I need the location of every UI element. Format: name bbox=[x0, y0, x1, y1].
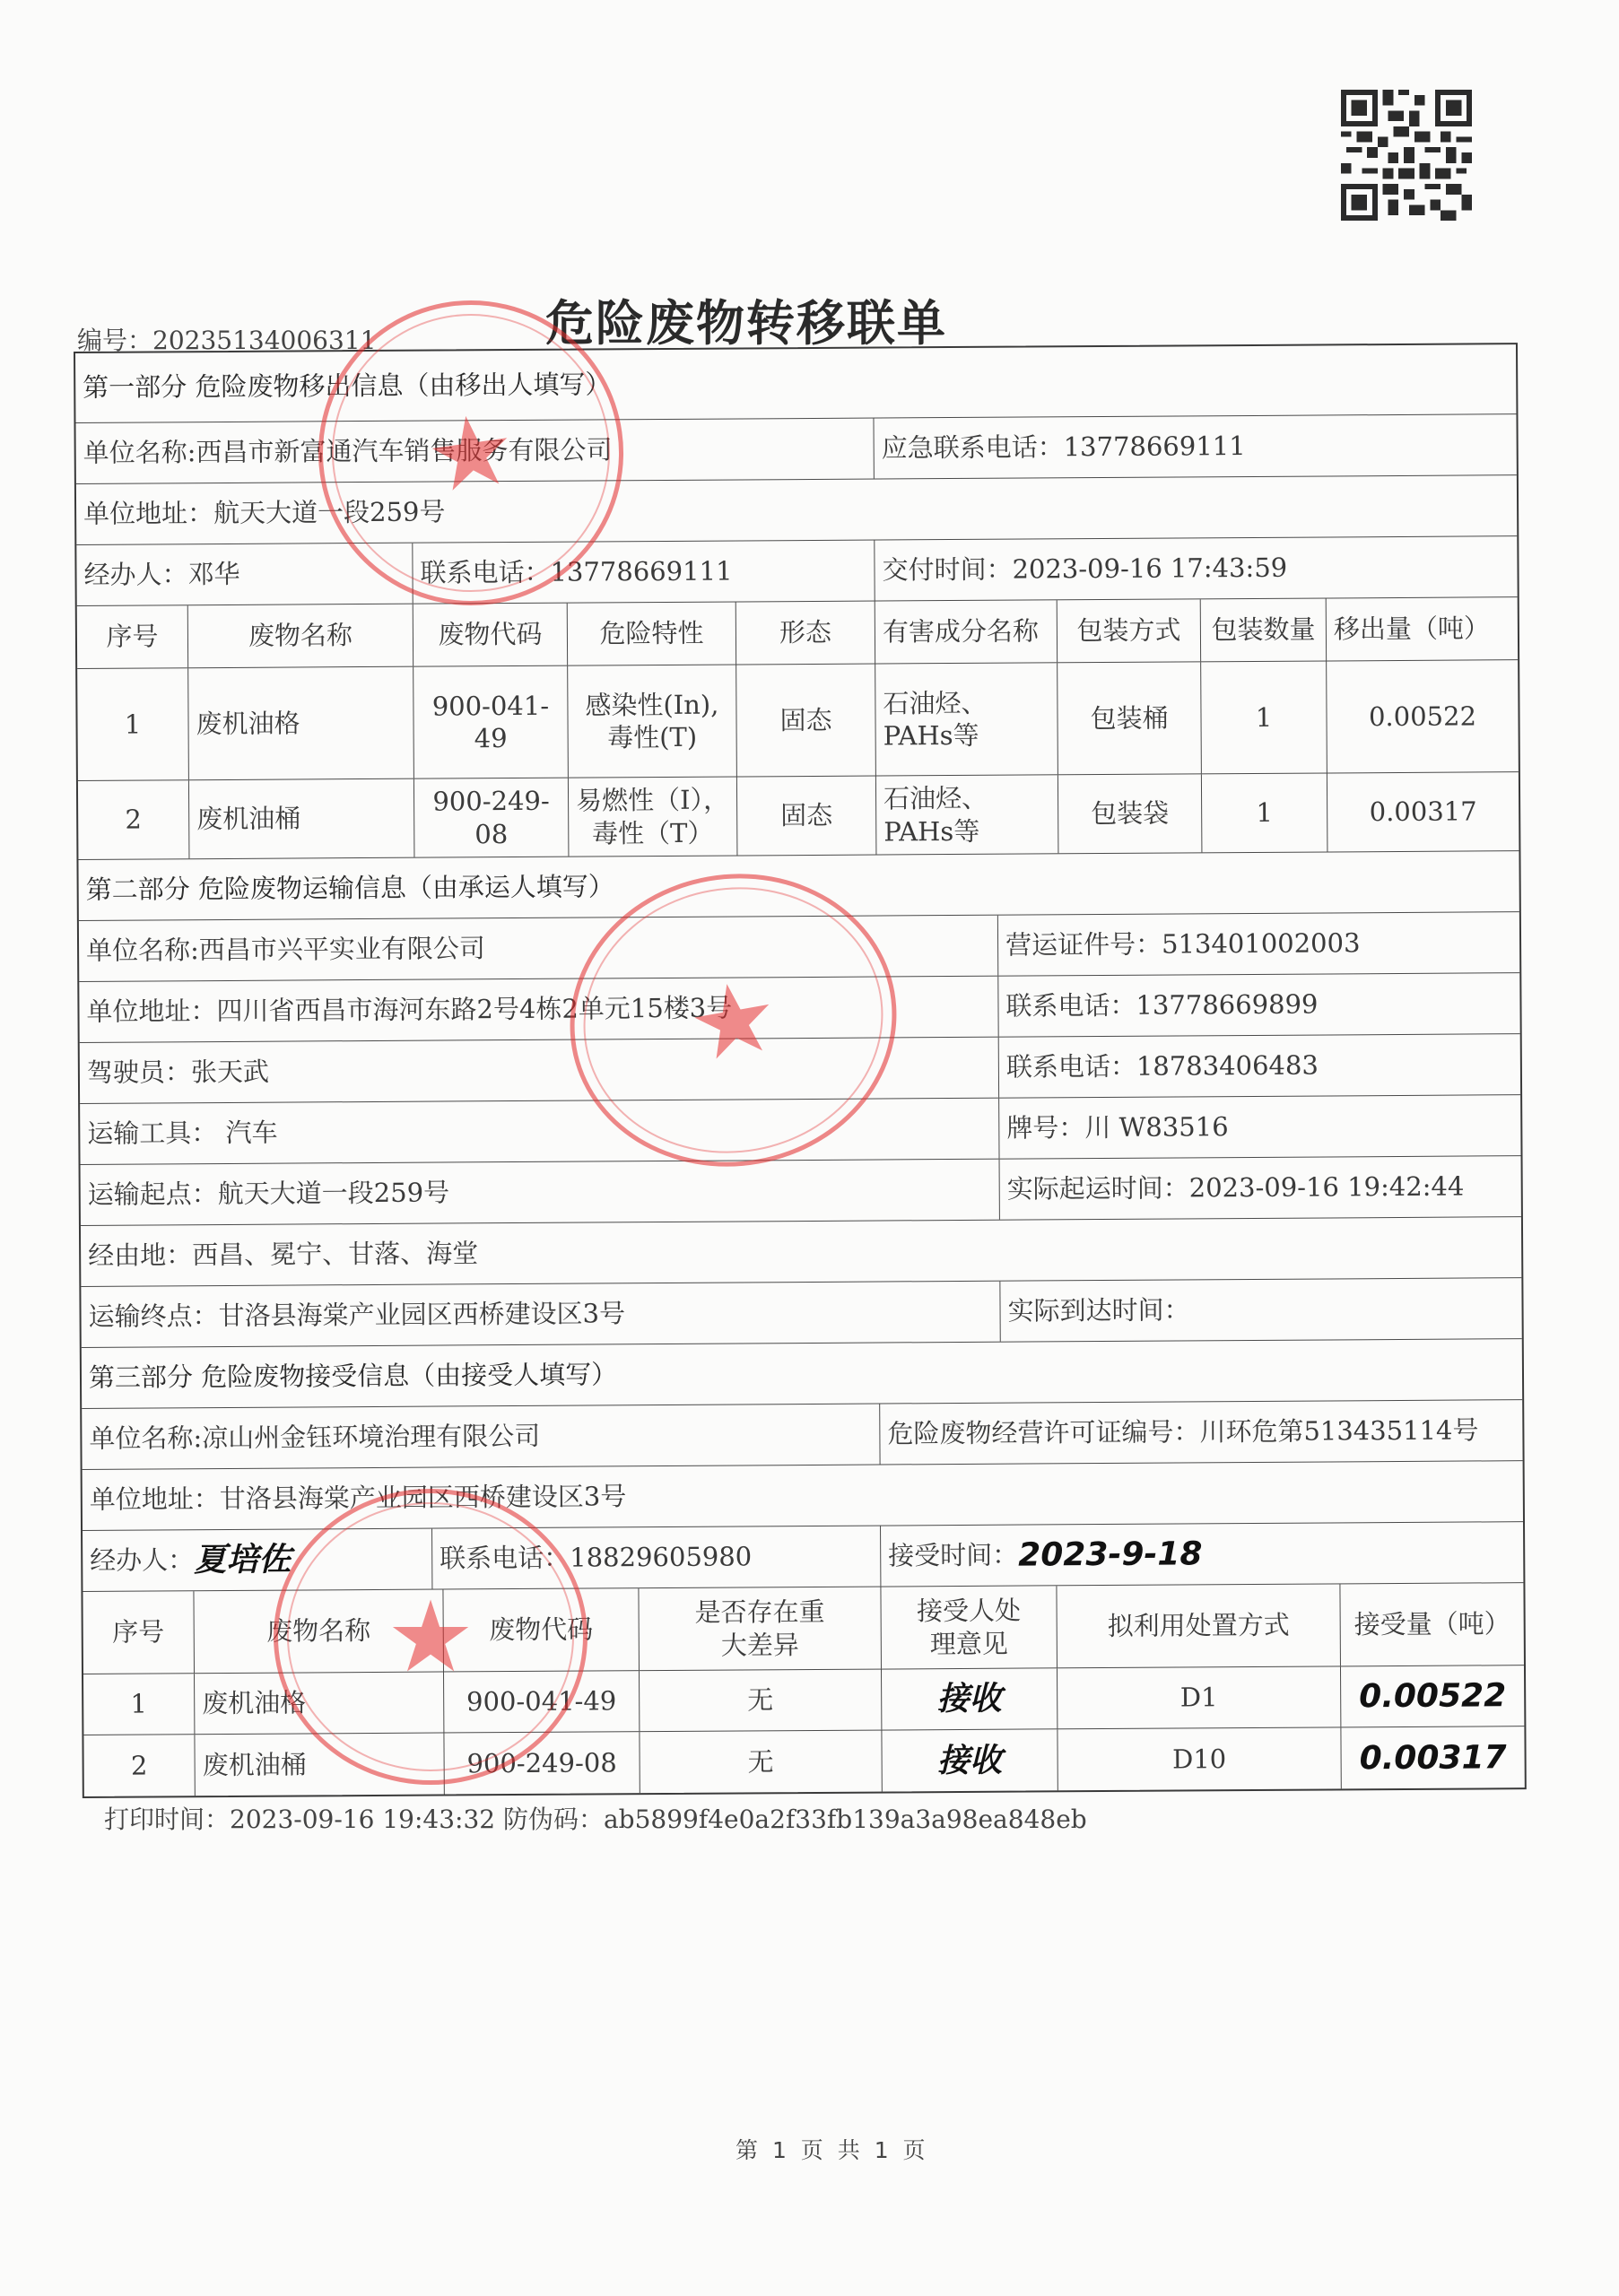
part2-driver-phone: 联系电话：18783406483 bbox=[1005, 1049, 1319, 1083]
receive-time-label: 接受时间： bbox=[888, 1539, 1019, 1571]
part1-row-unit bbox=[75, 414, 1516, 484]
part3-unit-name: 单位名称:凉山州金钰环境治理有限公司 bbox=[82, 1405, 880, 1469]
cell-index: 2 bbox=[83, 1735, 195, 1796]
part2-departure-time: 实际起运时间：2023-09-16 19:42:44 bbox=[1006, 1170, 1465, 1205]
part2-driver: 驾驶员：张天武 bbox=[80, 1038, 999, 1103]
part2-header: 第二部分 危险废物运输信息（由承运人填写） bbox=[85, 871, 614, 906]
cell-form: 固态 bbox=[736, 665, 876, 777]
part2-header-row bbox=[78, 851, 1519, 921]
cell-hazardous-component: 石油烃、PAHs等 bbox=[875, 663, 1058, 775]
cell-packaging: 包装袋 bbox=[1058, 774, 1203, 853]
cell-waste-name: 废机油格 bbox=[195, 1673, 444, 1735]
part2-origin: 运输起点：航天大道一段259号 bbox=[81, 1160, 1000, 1225]
part1-contact-phone: 联系电话：13778669111 bbox=[413, 541, 875, 604]
cell-form: 固态 bbox=[737, 777, 877, 856]
cell-index: 1 bbox=[83, 1674, 195, 1735]
th-significant-difference: 是否存在重大差异 bbox=[639, 1587, 882, 1671]
star-icon: ★ bbox=[386, 1579, 475, 1694]
cell-package-count: 1 bbox=[1202, 773, 1328, 852]
part2-row-route bbox=[81, 1217, 1521, 1287]
part2-contact-phone: 联系电话：13778669899 bbox=[1005, 988, 1319, 1022]
cell-packaging: 包装桶 bbox=[1058, 662, 1202, 774]
part2-row-destination bbox=[81, 1278, 1521, 1348]
star-icon: ★ bbox=[419, 389, 523, 517]
cell-waste-code: 900-041-49 bbox=[413, 666, 569, 778]
star-icon: ★ bbox=[679, 955, 788, 1085]
print-time-and-anticounterfeit: 打印时间：2023-09-16 19:43:32 防伪码：ab5899f4e0a2f33fb139a3a98ea848eb bbox=[104, 1805, 1087, 1834]
part2-vehicle: 运输工具： 汽车 bbox=[80, 1099, 999, 1164]
qr-code-icon bbox=[1341, 90, 1472, 221]
part1-table-header bbox=[77, 597, 1518, 669]
part2-unit-name: 单位名称:西昌市兴平实业有限公司 bbox=[79, 916, 998, 981]
part2-row-origin bbox=[81, 1156, 1521, 1226]
part1-unit-address: 单位地址：航天大道一段259号 bbox=[83, 496, 446, 530]
part2-route: 经由地：西昌、冕宁、甘落、海堂 bbox=[88, 1238, 479, 1272]
cell-waste-name: 废机油格 bbox=[188, 667, 414, 780]
cell-received-amount: 0.00522 bbox=[1359, 1677, 1507, 1716]
part2-destination: 运输终点：甘洛县海棠产业园区西桥建设区3号 bbox=[81, 1282, 1000, 1347]
th-waste-name: 废物名称 bbox=[194, 1590, 444, 1674]
cell-waste-name: 废机油桶 bbox=[189, 779, 415, 859]
part1-table-row bbox=[78, 772, 1519, 860]
th-package-count: 包装数量 bbox=[1201, 598, 1327, 661]
part1-row-handler bbox=[76, 536, 1517, 606]
part1-table-row bbox=[77, 660, 1519, 781]
part3-table-row bbox=[83, 1665, 1524, 1735]
th-index: 序号 bbox=[83, 1591, 195, 1674]
part1-handler: 经办人：邓华 bbox=[76, 544, 413, 605]
part3-contact-phone: 联系电话：18829605980 bbox=[432, 1526, 881, 1589]
cell-waste-code: 900-041-49 bbox=[444, 1671, 640, 1732]
transfer-form-table bbox=[74, 343, 1527, 1798]
part3-table-row bbox=[83, 1726, 1524, 1796]
cell-significant-difference: 无 bbox=[640, 1670, 882, 1732]
part1-header: 第一部分 危险废物移出信息（由移出人填写） bbox=[83, 369, 612, 404]
part1-emergency-phone: 应急联系电话：13778669111 bbox=[881, 430, 1246, 464]
part2-arrival-time: 实际到达时间： bbox=[1007, 1294, 1190, 1327]
serial-label: 编号： bbox=[77, 326, 153, 355]
part1-unit-name: 单位名称:西昌市新富通汽车销售服务有限公司 bbox=[75, 419, 874, 483]
cell-waste-code: 900-249-08 bbox=[444, 1732, 640, 1794]
part2-plate: 牌号：川 W83516 bbox=[1006, 1111, 1229, 1144]
cell-out-amount: 0.00317 bbox=[1369, 796, 1477, 828]
part3-row-unit bbox=[82, 1400, 1522, 1470]
part1-header-row bbox=[75, 344, 1516, 423]
cell-disposal-method: D10 bbox=[1058, 1727, 1341, 1790]
th-hazard: 危险特性 bbox=[568, 602, 736, 665]
th-form: 形态 bbox=[736, 602, 875, 665]
th-disposal-method: 拟利用处置方式 bbox=[1057, 1584, 1341, 1667]
part2-row-unit bbox=[79, 912, 1519, 982]
th-index: 序号 bbox=[77, 605, 188, 668]
cell-index: 1 bbox=[77, 668, 189, 780]
part3-handler-label: 经办人： bbox=[90, 1544, 195, 1577]
part2-row-driver bbox=[80, 1034, 1520, 1104]
handler-signature: 夏培佐 bbox=[194, 1541, 292, 1579]
cell-disposal-method: D1 bbox=[1058, 1666, 1341, 1728]
th-receiver-opinion: 接受人处理意见 bbox=[881, 1586, 1058, 1668]
th-packaging: 包装方式 bbox=[1058, 599, 1201, 662]
part3-permit-no: 危险废物经营许可证编号：川环危第513435114号 bbox=[887, 1414, 1479, 1449]
cell-package-count: 1 bbox=[1201, 661, 1327, 773]
cell-index: 2 bbox=[78, 780, 190, 859]
th-waste-name: 废物名称 bbox=[188, 604, 413, 668]
cell-receiver-opinion: 接收 bbox=[882, 1668, 1058, 1729]
th-waste-code: 废物代码 bbox=[443, 1588, 640, 1671]
cell-significant-difference: 无 bbox=[640, 1731, 882, 1794]
cell-received-amount: 0.00317 bbox=[1359, 1738, 1507, 1777]
part3-handler bbox=[83, 1529, 432, 1591]
th-received-amount: 接受量（吨） bbox=[1354, 1608, 1510, 1640]
th-out-amount: 移出量（吨） bbox=[1333, 613, 1491, 645]
document-title: 危险废物转移联单 bbox=[545, 295, 947, 352]
part2-row-address bbox=[79, 973, 1519, 1043]
page-indicator: 第 1 页 共 1 页 bbox=[736, 2137, 929, 2163]
th-waste-code: 废物代码 bbox=[413, 604, 568, 666]
part3-row-handler bbox=[83, 1522, 1523, 1592]
cell-receiver-opinion: 接收 bbox=[882, 1729, 1058, 1791]
cell-hazard: 感染性(In),毒性(T) bbox=[568, 665, 737, 777]
cell-hazardous-component: 石油烃、PAHs等 bbox=[876, 775, 1059, 854]
th-hazardous-component: 有害成分名称 bbox=[875, 600, 1058, 663]
part1-row-address bbox=[76, 475, 1517, 545]
part2-license-no: 营运证件号：513401002003 bbox=[1005, 927, 1361, 961]
cell-out-amount: 0.00522 bbox=[1368, 700, 1477, 733]
part1-delivery-time: 交付时间：2023-09-16 17:43:59 bbox=[882, 552, 1288, 586]
part3-header-row bbox=[82, 1339, 1522, 1409]
part3-header: 第三部分 危险废物接受信息（由接受人填写） bbox=[88, 1359, 618, 1394]
part3-unit-address: 单位地址：甘洛县海棠产业园区西桥建设区3号 bbox=[89, 1481, 627, 1516]
receive-time-handwritten: 2023-9-18 bbox=[1018, 1535, 1203, 1574]
cell-hazard: 易燃性（I），毒性（T） bbox=[569, 777, 738, 856]
part2-row-vehicle bbox=[80, 1095, 1520, 1165]
part3-receive-time bbox=[881, 1522, 1523, 1586]
part2-unit-address: 单位地址：四川省西昌市海河东路2号4栋2单元15楼3号 bbox=[79, 977, 998, 1042]
part3-row-address bbox=[83, 1461, 1523, 1531]
cell-waste-code: 900-249-08 bbox=[414, 778, 570, 857]
part3-table-header bbox=[83, 1583, 1524, 1674]
serial-value: 20235134006311 bbox=[152, 326, 377, 355]
cell-waste-name: 废机油桶 bbox=[195, 1734, 444, 1796]
